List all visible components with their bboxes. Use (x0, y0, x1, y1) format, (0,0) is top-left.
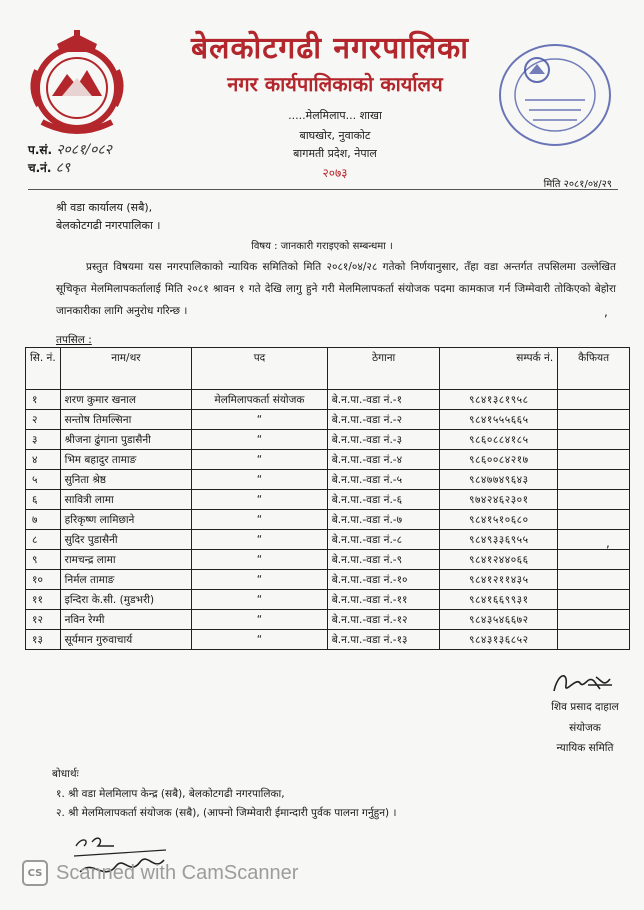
header-name: नाम/थर (60, 348, 191, 390)
addressee-line-1: श्री वडा कार्यालय (सबै), (56, 201, 153, 214)
row-position: “ (192, 430, 328, 450)
row-position: “ (192, 470, 328, 490)
row-position: “ (192, 630, 328, 650)
row-phone: ९८४१२४४०६६ (440, 550, 558, 570)
row-name: सन्तोष तिमल्सिना (60, 410, 191, 430)
header-sn: सि. नं. (26, 348, 61, 390)
row-address: बे.न.पा.-वडा नं.-१ (327, 390, 440, 410)
office-stamp-icon (495, 40, 615, 150)
row-name: इन्दिरा के.सी. (मुडभरी) (60, 590, 191, 610)
row-phone: ९८४१५१०६८० (440, 510, 558, 530)
row-address: बे.न.पा.-वडा नं.-३ (327, 430, 440, 450)
row-position: “ (192, 590, 328, 610)
row-position: “ (192, 490, 328, 510)
reference-chana (28, 158, 70, 177)
table-row (26, 490, 630, 510)
row-position: “ (192, 410, 328, 430)
signature-image (548, 665, 618, 699)
row-address: बे.न.पा.-वडा नं.-२ (327, 410, 440, 430)
row-position: “ (192, 570, 328, 590)
row-sn: १ (26, 390, 61, 410)
row-sn: १३ (26, 630, 61, 650)
row-sn: ९ (26, 550, 61, 570)
mediator-table (25, 347, 630, 650)
row-remarks (558, 610, 630, 630)
signatory-role: संयोजक (569, 722, 601, 734)
row-remarks (558, 550, 630, 570)
addressee-line-2: बेलकोटगढी नगरपालिका । (56, 219, 161, 232)
row-remarks (558, 390, 630, 410)
pen-mark: , (606, 536, 610, 550)
row-sn: ११ (26, 590, 61, 610)
row-phone: ९८६००८४२१७ (440, 450, 558, 470)
cc-item: २. श्री मेलमिलापकर्ता संयोजक (सबै), (आफ्नो जिम्मेवारी ईमान्दारी पुर्वक पालना गर्नुहुन) । (56, 807, 397, 819)
address-line-1: बाघखोर, नुवाकोट (299, 129, 371, 142)
row-sn: ८ (26, 530, 61, 550)
row-address: बे.न.पा.-वडा नं.-१० (327, 570, 440, 590)
row-phone: ९८४३५४६६७२ (440, 610, 558, 630)
row-address: बे.न.पा.-वडा नं.-७ (327, 510, 440, 530)
cc-item: १. श्री वडा मेलमिलाप केन्द्र (सबै), बेलकोटगढी नगरपालिका, (56, 788, 285, 800)
row-remarks (558, 630, 630, 650)
row-phone: ९८४१६६९९३१ (440, 590, 558, 610)
row-phone: ९८४१२११४३५ (440, 570, 558, 590)
row-remarks (558, 430, 630, 450)
row-position: “ (192, 510, 328, 530)
reference-chana-label: च.नं. (28, 161, 52, 175)
row-address: बे.न.पा.-वडा नं.-१२ (327, 610, 440, 630)
letter-date: मिति २०८१/०४/२९ (543, 179, 612, 190)
row-phone: ९८४७७४९६४३ (440, 470, 558, 490)
row-name: हरिकृष्ण लामिछाने (60, 510, 191, 530)
row-remarks (558, 530, 630, 550)
letter-body: प्रस्तुत विषयमा यस नगरपालिकाको न्यायिक समितिको मिति २०८१/०४/२८ गतेको निर्णयानुसार, तँहा वडा अन्तर्गत तपसिलमा उल्लेखित सूचिकृत मेलमिलापकर्तालाई मिति २०८१ श्रावन १ गते देखि लागु हुने गरी मेलमिलापकर्ता संयोजक पदमा कामकाज गर्न जिम्मेवारी तोकिएको बेहोरा जानकारीका लागि अनुरोध गरिन्छ । (56, 261, 616, 317)
row-address: बे.न.पा.-वडा नं.-६ (327, 490, 440, 510)
row-sn: ६ (26, 490, 61, 510)
row-remarks (558, 570, 630, 590)
row-remarks (558, 470, 630, 490)
row-position: “ (192, 530, 328, 550)
row-sn: १० (26, 570, 61, 590)
row-sn: ५ (26, 470, 61, 490)
row-position: मेलमिलापकर्ता संयोजक (192, 390, 328, 410)
row-name: सूर्यमान गुरुवाचार्य (60, 630, 191, 650)
row-address: बे.न.पा.-वडा नं.-५ (327, 470, 440, 490)
table-row (26, 390, 630, 410)
row-name: सावित्री लामा (60, 490, 191, 510)
reference-pasa (28, 140, 112, 159)
row-address: बे.न.पा.-वडा नं.-४ (327, 450, 440, 470)
row-name: नविन रेग्मी (60, 610, 191, 630)
row-remarks (558, 590, 630, 610)
reference-pasa-label: प.सं. (28, 143, 53, 157)
table-row (26, 530, 630, 550)
row-address: बे.न.पा.-वडा नं.-११ (327, 590, 440, 610)
table-row (26, 610, 630, 630)
signatory-committee: न्यायिक समिति (556, 742, 614, 754)
address-line-2: बागमती प्रदेश, नेपाल (293, 147, 377, 160)
section-line: .....मेलमिलाप... शाखा (288, 109, 382, 122)
header-address: ठेगाना (327, 348, 440, 390)
row-remarks (558, 490, 630, 510)
table-row (26, 570, 630, 590)
table-row (26, 510, 630, 530)
cc-label: बोधार्थः (52, 768, 79, 780)
row-phone: ९८४३१३६८५२ (440, 630, 558, 650)
header-remarks: कैफियत (558, 348, 630, 390)
org-name: बेलकोटगढी नगरपालिका (191, 31, 469, 66)
camscanner-logo-icon: CS (22, 860, 48, 886)
table-row (26, 450, 630, 470)
row-position: “ (192, 450, 328, 470)
row-name: निर्मल तामाङ (60, 570, 191, 590)
row-name: शरण कुमार खनाल (60, 390, 191, 410)
row-address: बे.न.पा.-वडा नं.-९ (327, 550, 440, 570)
row-name: भिम बहादुर तामाङ (60, 450, 191, 470)
row-remarks (558, 410, 630, 430)
row-sn: ७ (26, 510, 61, 530)
row-name: श्रीजना ढुंगाना पुडासैनी (60, 430, 191, 450)
subject-line: विषय : जानकारी गराइएको सम्बन्धमा । (251, 241, 393, 252)
table-row (26, 550, 630, 570)
row-address: बे.न.पा.-वडा नं.-१३ (327, 630, 440, 650)
header-phone: सम्पर्क नं. (440, 348, 558, 390)
row-phone: ९८४९३३६९५५ (440, 530, 558, 550)
row-sn: १२ (26, 610, 61, 630)
header-position: पद (192, 348, 328, 390)
table-row (26, 470, 630, 490)
row-phone: ९८४१५५५६६५ (440, 410, 558, 430)
reference-chana-value: ८९ (55, 160, 71, 176)
office-name: नगर कार्यपालिकाको कार्यालय (227, 72, 443, 96)
reference-pasa-value: २०८१/०८२ (56, 142, 112, 158)
header-divider (28, 189, 618, 190)
table-row (26, 430, 630, 450)
row-phone: ९८६०८८४१८५ (440, 430, 558, 450)
row-phone: ९८४१३८१९५८ (440, 390, 558, 410)
row-remarks (558, 450, 630, 470)
list-label: तपसिल : (56, 334, 92, 346)
camscanner-watermark (22, 858, 298, 888)
row-position: “ (192, 550, 328, 570)
row-name: रामचन्द्र लामा (60, 550, 191, 570)
row-sn: ३ (26, 430, 61, 450)
row-name: सुनिता श्रेष्ठ (60, 470, 191, 490)
row-phone: ९७४२४६२३०१ (440, 490, 558, 510)
signatory-name: शिव प्रसाद दाहाल (551, 701, 619, 713)
row-address: बे.न.पा.-वडा नं.-८ (327, 530, 440, 550)
row-sn: ४ (26, 450, 61, 470)
table-body (26, 390, 630, 650)
letterhead-year: २०७३ (322, 166, 348, 180)
camscanner-text: Scanned with CamScanner (56, 861, 299, 884)
table-header-row (26, 348, 630, 390)
table-row (26, 590, 630, 610)
table-row (26, 630, 630, 650)
row-remarks (558, 510, 630, 530)
nepal-emblem-icon (22, 30, 132, 140)
pen-mark: , (604, 305, 608, 319)
table-row (26, 410, 630, 430)
row-name: सुदिर पुडासैनी (60, 530, 191, 550)
row-sn: २ (26, 410, 61, 430)
row-position: “ (192, 610, 328, 630)
